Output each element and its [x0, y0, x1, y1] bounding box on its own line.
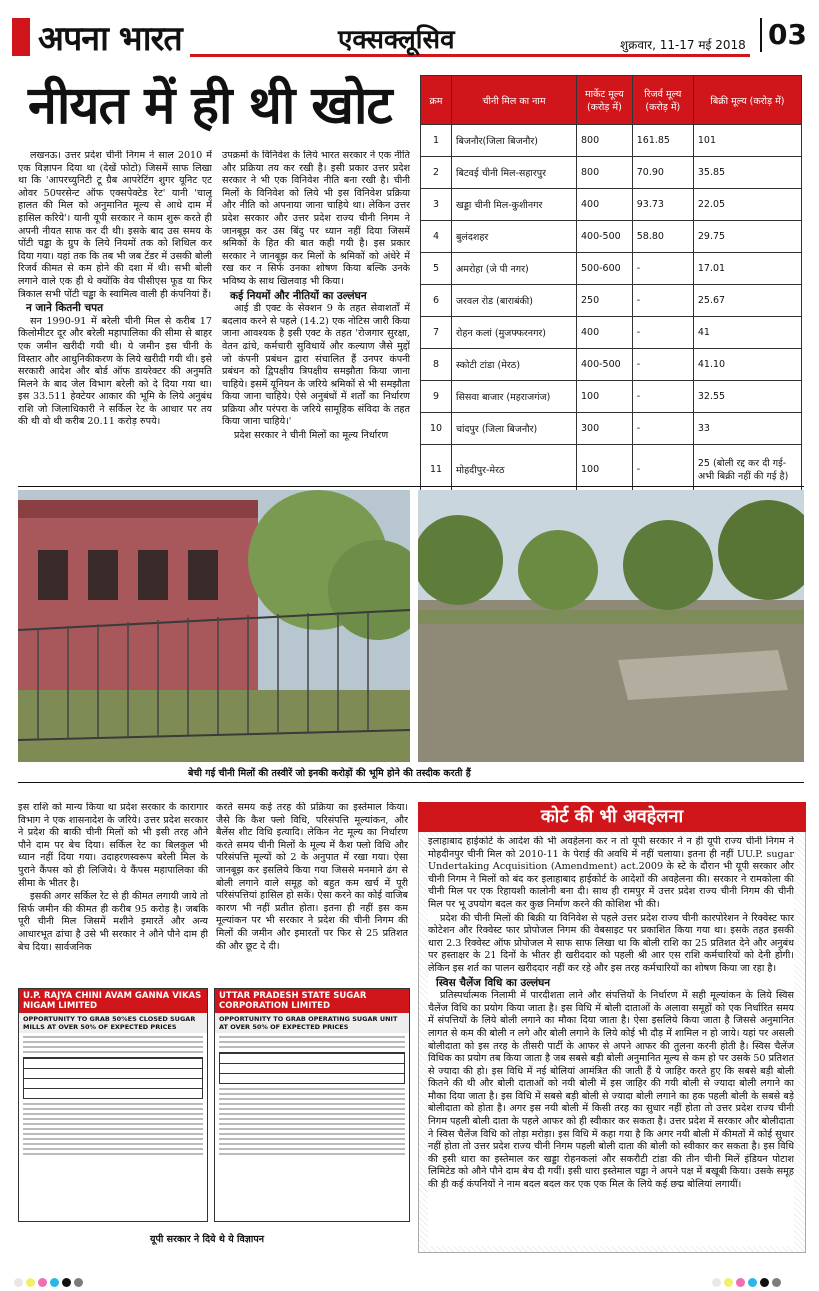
ad1-subtitle: OPPORTUNITY TO GRAB 50%ES CLOSED SUGAR MILLS AT OVER 50% OF EXPECTED PRICES: [19, 1013, 207, 1033]
subheading: स्विस चैलेंज विधि का उल्लंघन: [436, 976, 551, 989]
table-cell: 70.90: [632, 157, 693, 189]
table-row: [421, 413, 802, 445]
table-row: [421, 285, 802, 317]
table-header-cell: चीनी मिल का नाम: [452, 76, 577, 125]
table-row: [421, 381, 802, 413]
table-cell: 300: [577, 413, 633, 445]
paragraph: करते समय कई तरह की प्रक्रिया का इस्तेमाल किया। जैसे कि कैश फ्लो विधि, परिसंपत्ति मूल्यांकन, और बैलेंस शीट विधि इत्यादि। लेकिन नेट मूल्य का निर्धारण करते समय चीनी मिलों के मूल्य में कैश फ्लो विधि और परिसंपत्ति मूल्यों को 2 के अनुपात में रखा गया। ऐसा जानबूझ कर इसलिये किया गया जिससे मनमाने ढंग से बोली लगाने वाले समूह को बहुत कम खर्च में पूरी परिसंपत्तियां हासिल हो सकें। ऐसा करने का कोई वाजिब कारण भी नहीं प्रतीत होता। इतना ही नहीं इस कम मूल्यांकन पर भी सरकार ने प्रदेश की चीनी निगम की मिलों की जमीन और इमारतों पर फिर से 25 प्रतिशत की और छूट दे दी।: [216, 802, 408, 952]
table-cell: 400-500: [577, 349, 633, 381]
table-cell: 8: [421, 349, 452, 381]
table-cell: 29.75: [693, 221, 801, 253]
table-cell: 4: [421, 221, 452, 253]
table-cell: 32.55: [693, 381, 801, 413]
table-cell: 161.85: [632, 125, 693, 157]
table-cell: 400: [577, 189, 633, 221]
table-cell: 6: [421, 285, 452, 317]
table-cell: 17.01: [693, 253, 801, 285]
paragraph: लखनऊ। उत्तर प्रदेश चीनी निगम ने साल 2010 में एक विज्ञापन दिया था (देखें फोटो) जिसमें साफ लिखा था कि 'आपरच्युनिटी टू ग्रैब आपरेटिंग शुगर यूनिट एट ओवर 50परसेन्ट ऑफ एक्सपेक्टेड रेट' यानी 'चालू हालत की मिल को अनुमानित मूल्य से आधे दाम में हासिल करिये'। यानी यूपी सरकार ने काम शुरू करते ही अपनी नीयत साफ कर दी थी। इसके बाद उस समय के पोंटी चड्ढा के ग्रुप के लिये नियमों तक को शिथिल कर दिया गया। यहां तक कि तब भी जब टेंडर में उसकी बोली रिजर्व कीमत से कम होने की दशा में थी। सभी बोली लगाने वाले एक ही थे क्योंकि वेव पीसीएस फूड या फिर त्रिकाल सभी पोंटी चड्ढा के स्वामित्व वाली ही कंपनियां हैं।: [18, 150, 212, 300]
table-header-cell: मार्केट मूल्य (करोड़ में): [577, 76, 633, 125]
article-column-1: [18, 150, 212, 490]
table-cell: 2: [421, 157, 452, 189]
photo-caption: बेची गई चीनी मिलों की तस्वीरें जो इनकी करोड़ों की भूमि होने की तस्दीक करती हैं: [188, 768, 471, 779]
table-cell: बुलंदशहर: [452, 221, 577, 253]
article-column-2: [222, 150, 410, 490]
subheading: न जाने कितनी चपत: [26, 302, 104, 315]
table-header-cell: क्रम: [421, 76, 452, 125]
table-cell: 7: [421, 317, 452, 349]
ad-ganna-vikas-nigam: [18, 988, 208, 1222]
table-cell: 101: [693, 125, 801, 157]
masthead-name: अपना भारत: [38, 19, 182, 59]
table-cell: -: [632, 285, 693, 317]
table-cell: 1: [421, 125, 452, 157]
ad1-title: U.P. RAJYA CHINI AVAM GANNA VIKAS NIGAM LIMITED: [19, 989, 207, 1013]
sugar-mill-land-photo: [418, 490, 804, 762]
paragraph: प्रदेश सरकार ने चीनी मिलों का मूल्य निर्धारण: [234, 430, 389, 442]
ad2-subtitle: OPPORTUNITY TO GRAB OPERATING SUGAR UNIT AT OVER 50% OF EXPECTED PRICES: [215, 1013, 409, 1033]
table-cell: -: [632, 349, 693, 381]
article-column-3: [18, 802, 208, 972]
table-cell: 93.73: [632, 189, 693, 221]
table-cell: 33: [693, 413, 801, 445]
table-row: [421, 253, 802, 285]
registration-marks-right: [712, 1272, 784, 1291]
page-number: 03: [768, 18, 807, 51]
table-header-cell: रिजर्व मूल्य (करोड़ में): [632, 76, 693, 125]
table-cell: 41.10: [693, 349, 801, 381]
table-cell: -: [632, 381, 693, 413]
ad-state-sugar-corporation: [214, 988, 410, 1222]
paragraph: प्रतिस्पर्धात्मक निलामी में पारदीशता लाने और संपत्तियों के निर्धारण में सही मूल्यांकन के लिये स्विस चैलेंज विधि का प्रयोग किया जाता है। इस विधि में बोली दाताओं के अलावा समूहों को एक निर्धारित समय में संपत्तियों के लिये बोली लगाने का मौका दिया जाता है। ऐसा इसलिये किया जाता है जिससे अनुमानित लागत से कम की बोली न लगे और बोली लगाने के लिये कोई भी दौड़ में शामिल न हो जाये। यहां पर असली बोलीदाता को इस तरह के तीसरी पार्टी के आफर से अपने आफर की तुलना करनी होती है। स्विस चैलेंज विधिक का प्रयोग तब किया जाता है जब सबसे बड़ी बोली अनुमानित मूल्य से कम हो पर उसके 50 प्रतिशत से ज्यादा की हो। इस विधि में नई बोलियां आमंत्रित की जाती हैं ये जाहिर करते हुए कि सबसे बड़ी बोली कितने की थी और बोली दाताओं को नयी बोली में इस जाहिर की गयी बोली से ज्यादा बोली लगाने का मौका दिया जाता है। इस विधि में सबसे बड़ी बोली से ज्यादा बोली लगाने का हक पहली बोली के सबसे बड़े बोलीदाता को होता है। अगर इस नयी बोली में किसी तरह का सुधार नहीं होता तो उत्तर प्रदेश राज्य चीनी निगम पहली बोली दाता के पहले आफर को ही स्वीकार कर सकता है। उत्तर प्रदेश में सरकार और बोलीदाता ने स्विस चैलेंज विधि को तोड़ा मरोड़ा। इस विधि में कहा गया है कि अगर नयी बोली में कीमतों में कोई सुधार नहीं होता तो उत्तर प्रदेश राज्य चीनी निगम पहली बोली दाता की बोली को स्वीकार कर सकता है। इस विधि की इसी धारा का इस्तेमाल कर खड्डा रोहनकलां और सकरौटी टांडा की तीन चीनी मिलें इंडियन पोटाश लिमिटेड को औने पौने दाम बेच दी गयीं। इसी धारा इस्तेमाल चड्ढा ने अपने पक्ष में बखूबी किया। उसके समूह की ही कई कंपनियों ने नाम बदल बदल कर एक एक मिल के लिये कई छद्म बोलियां लगायीं।: [428, 990, 794, 1191]
table-row: [421, 189, 802, 221]
table-cell: 41: [693, 317, 801, 349]
ad2-title: UTTAR PRADESH STATE SUGAR CORPORATION LIMITED: [215, 989, 409, 1013]
court-section-text: [428, 836, 794, 1246]
ads-caption: यूपी सरकार ने दिये थे ये विज्ञापन: [150, 1234, 264, 1245]
masthead-red-block: [12, 18, 30, 56]
table-row: [421, 317, 802, 349]
subheading: कई नियमों और नीतियों का उल्लंघन: [230, 289, 367, 302]
masthead-rule: [190, 54, 750, 57]
photo-top-rule: [18, 486, 804, 487]
table-cell: 800: [577, 125, 633, 157]
table-cell: मोहदीपुर-मेरठ: [452, 445, 577, 494]
sugar-mill-price-table: [420, 75, 802, 494]
sugar-mill-building-photo: [18, 490, 410, 762]
registration-marks-left: [14, 1272, 86, 1291]
table-row: [421, 157, 802, 189]
table-cell: 10: [421, 413, 452, 445]
photo-building-svg: [18, 490, 410, 762]
table-row: [421, 125, 802, 157]
table-cell: 11: [421, 445, 452, 494]
table-cell: 22.05: [693, 189, 801, 221]
page-separator: [760, 18, 762, 52]
table-cell: 3: [421, 189, 452, 221]
table-cell: 25 (बोली रद्द कर दी गई-अभी बिक्री नहीं की गई है): [693, 445, 801, 494]
table-cell: 9: [421, 381, 452, 413]
paragraph: इसकी अगर सर्किल रेट से ही कीमत लगायी जाये तो सिर्फ जमीन की कीमत ही करीब 95 करोड़ है। जबकि पूरी चीनी मिल जिसमें मशीने इमारतें और अन्य आधारभूत ढांचा है उसे भी सरकार ने औने पौने दाम ही बेच दिया। सार्वजनिक: [18, 891, 208, 953]
paragraph: आई डी एक्ट के सेक्शन 9 के तहत सेवाशर्तों में बदलाव करने से पहले (14.2) एक नोटिस जारी किया जाना आवश्यक है इसी एक्ट के तहत 'रोजगार सुरक्षा, वेतन ढांचे, कर्मचारी सुविधायें और कल्याण जैसे मुद्दों जो कंपनी प्रबंधन द्वारा संचालित हैं उनपर कंपनी प्रबंधन को द्विपक्षीय त्रिपक्षीय समझौता किया जाना चाहिये। इसमें यूनियन के जरिये श्रमिकों से भी समझौता किया जाना चाहिये। ऐसे अनुबंधों में शर्तों का निर्धारण प्रक्रिया और परंपरा के जरिये सामूहिक संविदा के तहत किया जाना चाहिये।': [222, 303, 410, 428]
table-header-cell: बिक्री मूल्य (करोड़ में): [693, 76, 801, 125]
table-cell: सिसवा बाजार (महराजगंज): [452, 381, 577, 413]
table-cell: -: [632, 317, 693, 349]
table-cell: 500-600: [577, 253, 633, 285]
table-cell: रोहन कलां (मुजफ्फरनगर): [452, 317, 577, 349]
table-cell: 400: [577, 317, 633, 349]
table-cell: जरवल रोड (बाराबंकी): [452, 285, 577, 317]
paragraph: सन 1990-91 में बरेली चीनी मिल से करीब 17 किलोमीटर दूर और बरेली महापालिका की सीमा से बाहर एक जमीन खरीदी गयी थी। ये जमीन इस चीनी के विस्तार और आधुनिकीकरण के लिये खरीदी गयी थी। इसे सरकारी आदेश और बोर्ड ऑफ डायरेक्टर की अनुमति मिलने के बाद जेल विभाग बरेली को दे दिया गया था। इस 33.511 हेक्टेयर आकार की भूमि के लिये अनुबंध राशि जो जिलाधिकारी ने सर्किल रेट के आधार पर तय की थी वो थी करीब 20.11 करोड़ रुपये।: [18, 315, 212, 428]
section-title: एक्सक्लूसिव: [338, 25, 455, 55]
table-cell: खड्डा चीनी मिल-कुशीनगर: [452, 189, 577, 221]
table-cell: -: [632, 413, 693, 445]
table-cell: 400-500: [577, 221, 633, 253]
paragraph: इस राशि को मान्य किया था प्रदेश सरकार के कारागार विभाग ने एक शासनादेश के जरिये। उत्तर प्रदेश सरकार ने प्रदेश की बाकी चीनी मिलों को भी इसी तरह औने पौने दाम पर बेच दिया। सर्किल रेट का बिलकुल भी ध्यान नहीं दिया गया। उदाहरणस्वरूप बरेली मिल के पुराने कैंपस को ही लिजिये। ये कैंपस महापालिका की सीमा के भीतर है।: [18, 802, 208, 889]
table-cell: बिजनौर(जिला बिजनौर): [452, 125, 577, 157]
photo-land-svg: [418, 490, 804, 762]
table-cell: बिटवई चीनी मिल-सहारपुर: [452, 157, 577, 189]
table-row: [421, 221, 802, 253]
table-cell: 100: [577, 445, 633, 494]
paragraph: इलाहाबाद हाईकोर्ट के आदेश की भी अवहेलना कर न तो यूपी सरकार ने न ही यूपी राज्य चीनी निगम ने मोहदीनपुर चीनी मिल को 2010-11 के पेराई की अवधि में नहीं चलाया। इतना ही नहीं UU.P. sugar Undertaking Acquisition (Amendment) act.2009 के स्टे के दौरान भी यूपी सरकार और चीनी निगम ने मिलों को बंद कर इलाहाबाद हाईकोर्ट के आदेशों की अवहेलना की। सरकार ने रामकोला की चीनी मिल पर एक रिहायशी कालोनी बना दी। साथ ही रामपुर में उत्तर प्रदेश राज्य चीनी निगम की चीनी मिल पर भू उपयोग बदल कर कुछ निर्माण करने की कोशिश भी की।: [428, 836, 794, 910]
table-cell: 250: [577, 285, 633, 317]
table-row: [421, 349, 802, 381]
table-cell: 800: [577, 157, 633, 189]
paragraph: प्रदेश की चीनी मिलों की बिक्री या विनिवेश से पहले उत्तर प्रदेश राज्य चीनी कारपोरेशन ने रिक्वेस्ट फार कोटेशन और रिक्वेस्ट फार प्रोपोजल निगम की वेबसाइट पर प्रकाशित किया गया था। इसके तहत इसकी धारा 2.3 रिक्वेस्ट ऑफ प्रोपोजल मे साफ साफ लिखा था कि बोली राशि का 25 प्रतिशत देने और अनुबंध पर हस्ताक्षर के 21 दिनों के भीतर ही खरीददार को पहली श्री आर एस राशि कर्मचारियों को देनी होगी। लेकिन इस शर्त का पालन खरीददार नहीं कर रहे और इस तरह कर्मचारियों का शोषण किया जा रहा है।: [428, 912, 794, 974]
headline: नीयत में ही थी खोट: [28, 75, 392, 136]
article-column-4: [216, 802, 408, 972]
issue-date: शुक्रवार, 11-17 मई 2018: [620, 38, 746, 52]
table-cell: 35.85: [693, 157, 801, 189]
table-cell: चांदपुर (जिला बिजनौर): [452, 413, 577, 445]
table-cell: अमरोहा (जे पी नगर): [452, 253, 577, 285]
photo-bottom-rule: [18, 782, 804, 783]
table-cell: -: [632, 445, 693, 494]
table-cell: 5: [421, 253, 452, 285]
table-cell: 58.80: [632, 221, 693, 253]
table-cell: 25.67: [693, 285, 801, 317]
table-cell: -: [632, 253, 693, 285]
paragraph: उपक्रमों के विनिवेश के लिये भारत सरकार ने एक नीति और प्रक्रिया तय कर रखी है। इसी प्रकार उत्तर प्रदेश सरकार ने भी एक विनिवेश नीति बना रखी है। चीनी मिलों के विनिवेश को लिये भी इस विनिवेश प्रक्रिया और नीति को अपनाया जाना चाहिये था। लेकिन उत्तर प्रदेश सरकार और उत्तर प्रदेश राज्य चीनी निगम ने जानबूझ कर उस बिंदु पर ध्यान नहीं दिया जिसमें श्रमिकों के हित की बात कही गयी है। इस प्रकार सरकार ने जानबूझ कर मिलों के श्रमिकों को अंधेरे में रख कर न सिर्फ उनका शोषण किया बल्कि उनके भविष्य के साथ खिलवाड़ भी किया।: [222, 150, 410, 287]
table-header-row: [421, 76, 802, 125]
court-section-heading: कोर्ट की भी अवहेलना: [418, 802, 806, 832]
table-cell: स्कोटी टांडा (मेरठ): [452, 349, 577, 381]
table-cell: 100: [577, 381, 633, 413]
